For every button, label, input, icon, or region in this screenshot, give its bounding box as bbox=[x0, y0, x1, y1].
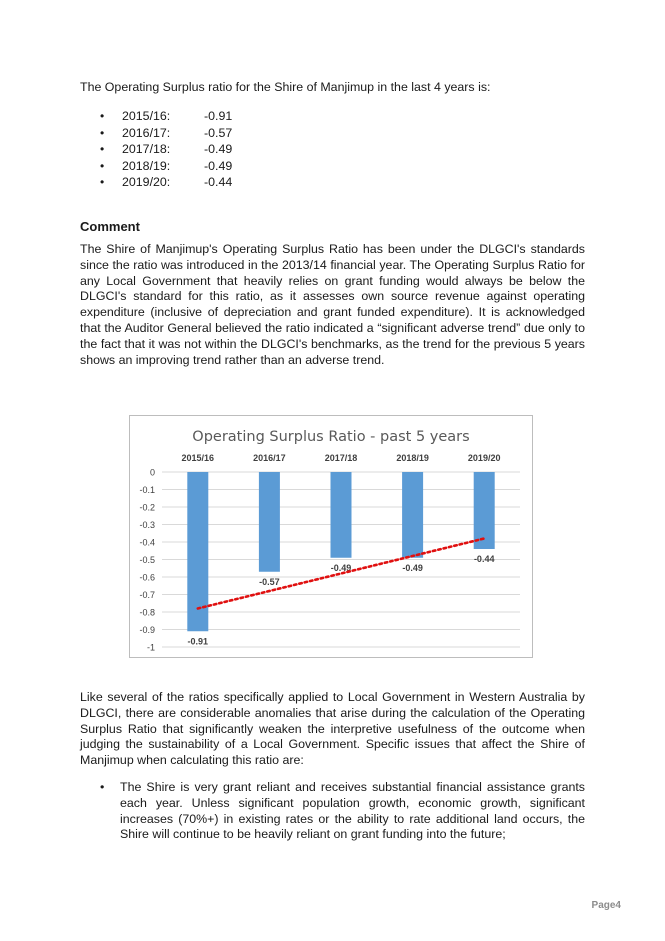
intro-text: The Operating Surplus ratio for the Shire of Manjimup in the last 4 years is: bbox=[80, 80, 491, 94]
ratio-value: -0.57 bbox=[204, 125, 233, 140]
y-tick-label: -0.9 bbox=[139, 625, 155, 635]
y-tick-label: -0.4 bbox=[139, 537, 155, 548]
x-tick-label: 2016/17 bbox=[253, 453, 286, 463]
ratio-year: 2015/16: bbox=[122, 109, 171, 123]
comment-paragraph: The Shire of Manjimup's Operating Surplus Ratio has been under the DLGCI's standards since the ratio was introduced in the 2013/14 financial year. The Operating Surplus Ratio for any Local Government that heavily relies on grant funding would always be below the DLGCI's standard for this ratio, as it assesses own source revenue against operating expenditure (inclusive of depreciation and grant funded expenditure). It is acknowledged that the Auditor General believed the ratio indicated a “significant adverse trend” due only to the fact that it was not within the DLGCI's benchmarks, as the trend for the previous 5 years shows an improving trend rather than an adverse trend. bbox=[80, 242, 585, 367]
list-item bbox=[100, 158, 232, 175]
ratio-year: 2016/17: bbox=[122, 125, 171, 140]
ratio-year: 2017/18: bbox=[122, 142, 171, 156]
list-item: • The Shire is very grant reliant and receives substantial financial assistance grants each year. Unless significant population growth, economic growth, significant increases (70%+) in existing rates or the ability to rate additional land occurs, the Shire will continue to be heavily reliant on grant funding into the future; bbox=[100, 780, 585, 843]
bar bbox=[259, 472, 280, 572]
y-tick-label: -0.1 bbox=[139, 485, 155, 495]
y-tick-label: -0.3 bbox=[139, 520, 155, 530]
x-tick-label: 2018/19 bbox=[396, 453, 429, 463]
chart-title: Operating Surplus Ratio - past 5 years bbox=[192, 429, 470, 445]
data-label: -0.49 bbox=[330, 562, 352, 573]
y-tick-label: -0.5 bbox=[139, 555, 155, 565]
chart-container bbox=[129, 415, 533, 658]
anomalies-paragraph: Like several of the ratios specifically applied to Local Government in Western Australia by DLGCI, there are considerable anomalies that arise during the calculation of the Operating Surplus Ratio that significantly weaken the interpretive usefulness of the outcome when judging the sustainability of a Local Government. Specific issues that affect the Shire of Manjimup when calculating this ratio are: bbox=[80, 690, 585, 768]
data-label: -0.49 bbox=[402, 562, 423, 573]
ratio-list bbox=[100, 108, 232, 191]
list-item bbox=[100, 108, 232, 125]
ratio-value: -0.49 bbox=[204, 158, 233, 173]
ratio-value: -0.91 bbox=[204, 109, 233, 123]
x-tick-label: 2019/20 bbox=[467, 453, 501, 463]
ratio-year: 2018/19: bbox=[122, 158, 171, 173]
y-tick-label: -0.2 bbox=[139, 502, 155, 513]
page-number: Page4 bbox=[591, 900, 621, 911]
y-tick-label: -0.6 bbox=[139, 572, 155, 583]
ratio-value: -0.44 bbox=[204, 175, 233, 189]
y-tick-label: -0.8 bbox=[139, 607, 155, 618]
bar bbox=[331, 472, 352, 558]
x-tick-label: 2017/18 bbox=[324, 453, 358, 463]
bar bbox=[474, 472, 495, 549]
ratio-year: 2019/20: bbox=[122, 175, 171, 189]
x-tick-label: 2015/16 bbox=[181, 453, 215, 463]
issues-list bbox=[100, 780, 585, 843]
y-tick-label: -1 bbox=[146, 642, 155, 653]
y-tick-label: -0.7 bbox=[139, 590, 155, 600]
bar bbox=[402, 472, 423, 558]
ratio-value: -0.49 bbox=[204, 142, 233, 156]
list-item bbox=[100, 141, 232, 158]
data-label: -0.91 bbox=[187, 636, 209, 647]
list-item bbox=[100, 125, 232, 142]
data-label: -0.44 bbox=[473, 554, 495, 564]
operating-surplus-chart bbox=[130, 416, 532, 657]
comment-heading: Comment bbox=[80, 219, 140, 234]
y-tick-label: 0 bbox=[149, 467, 155, 478]
data-label: -0.57 bbox=[259, 576, 280, 587]
list-item bbox=[100, 174, 232, 191]
